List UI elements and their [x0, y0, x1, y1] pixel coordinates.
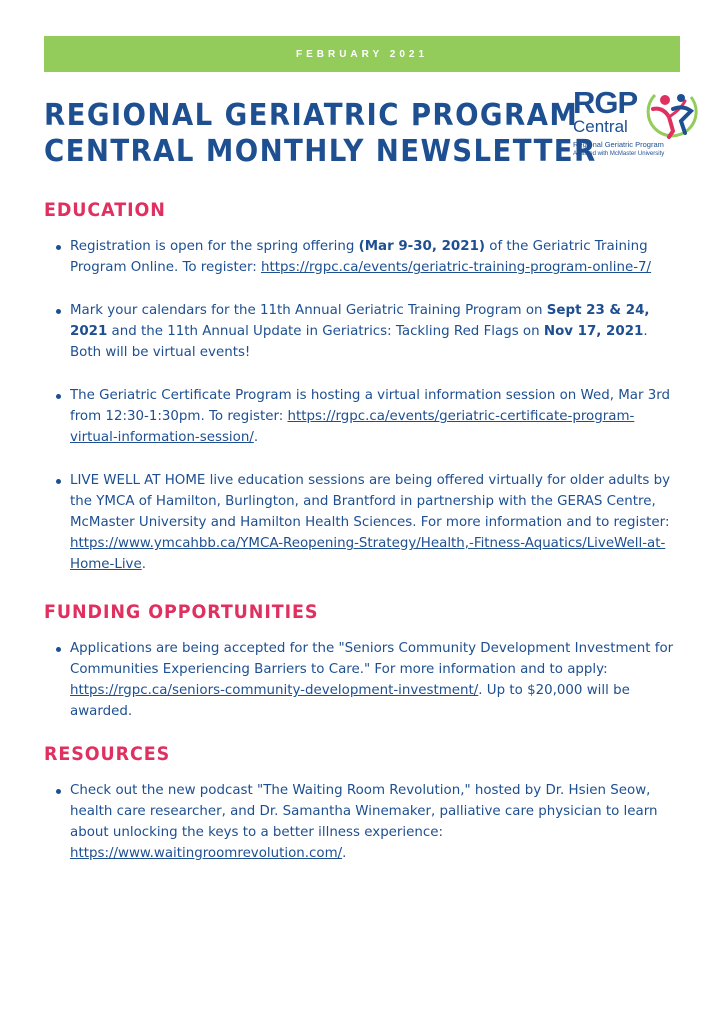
title-line-1: REGIONAL GERIATRIC PROGRAM	[44, 98, 579, 133]
logo-subtitle: Regional Geriatric Program	[573, 140, 664, 149]
item-text: The Geriatric Certificate Program is hosting a virtual information session on Wed, Mar 3rd from 12:30-1:30pm. To register:	[70, 388, 671, 424]
item-text: Applications are being accepted for the "Seniors Community Development Investment for Communities Experiencing Barriers to Care." For more information and to apply:	[70, 641, 674, 677]
gtp-online-link[interactable]: https://rgpc.ca/events/geriatric-training-program-online-7/	[260, 260, 652, 275]
title-line-2: CENTRAL MONTHLY NEWSLETTER	[44, 134, 597, 169]
issue-date: FEBRUARY 2021	[295, 48, 429, 60]
education-heading: EDUCATION	[44, 199, 166, 221]
item-text: .	[342, 846, 347, 861]
funding-list	[44, 638, 680, 722]
resources-list	[44, 780, 680, 864]
item-text: . Both will be virtual events!	[70, 324, 648, 360]
rgp-central-logo	[571, 87, 701, 167]
logo-central-text: Central	[573, 117, 628, 136]
item-text: Mark your calendars for the 11th Annual Geriatric Training Program on	[70, 303, 547, 318]
logo-rgp-text: RGP	[573, 85, 638, 120]
item-text: Registration is open for the spring offering	[70, 239, 359, 254]
resources-heading: RESOURCES	[44, 743, 171, 765]
certificate-session-link[interactable]: https://rgpc.ca/events/geriatric-certificate-program-virtual-information-session/	[70, 409, 635, 445]
item-text: and the 11th Annual Update in Geriatrics: Tackling Red Flags on	[107, 324, 544, 339]
item-text: Check out the new podcast "The Waiting Room Revolution," hosted by Dr. Hsien Seow, health care researcher, and Dr. Samantha Winemaker, palliative care physician to learn about unlocking the keys to a better illness experience:	[70, 783, 658, 840]
item-text: . Up to $20,000 will be awarded.	[70, 683, 630, 719]
item-bold-date: Nov 17, 2021	[543, 324, 644, 339]
education-list	[44, 236, 680, 575]
logo-affiliation: Affiliated with McMaster University	[573, 151, 665, 157]
podcast-link[interactable]: https://www.waitingroomrevolution.com/	[70, 846, 343, 861]
date-banner	[44, 36, 680, 72]
list-item	[70, 470, 680, 575]
resources-section	[44, 742, 680, 886]
item-bold-date: Sept 23 & 24, 2021	[70, 303, 650, 339]
item-text: .	[141, 557, 146, 572]
funding-section	[44, 600, 680, 744]
item-text: .	[253, 430, 259, 445]
list-item	[70, 780, 680, 864]
funding-heading: FUNDING OPPORTUNITIES	[44, 601, 319, 623]
list-item	[70, 385, 680, 448]
item-text: LIVE WELL AT HOME live education sessions are being offered virtually for older adults by the YMCA of Hamilton, Burlington, and Brantford in partnership with the GERAS Centre, McMaster University and Hamilton Health Sciences. For more information and to register:	[70, 473, 671, 530]
item-bold-date: (Mar 9-30, 2021)	[358, 239, 486, 254]
item-text: of the Geriatric Training Program Online. To register:	[70, 239, 648, 275]
list-item	[70, 300, 680, 363]
list-item	[70, 236, 680, 278]
logo-figure-icon	[645, 87, 701, 143]
ymca-livewell-link[interactable]: https://www.ymcahbb.ca/YMCA-Reopening-Strategy/Health,-Fitness-Aquatics/LiveWell-at-Home-Live	[70, 536, 666, 572]
seniors-investment-link[interactable]: https://rgpc.ca/seniors-community-development-investment/	[70, 683, 479, 698]
newsletter-title	[44, 98, 597, 170]
education-section	[44, 198, 680, 597]
list-item	[70, 638, 680, 722]
